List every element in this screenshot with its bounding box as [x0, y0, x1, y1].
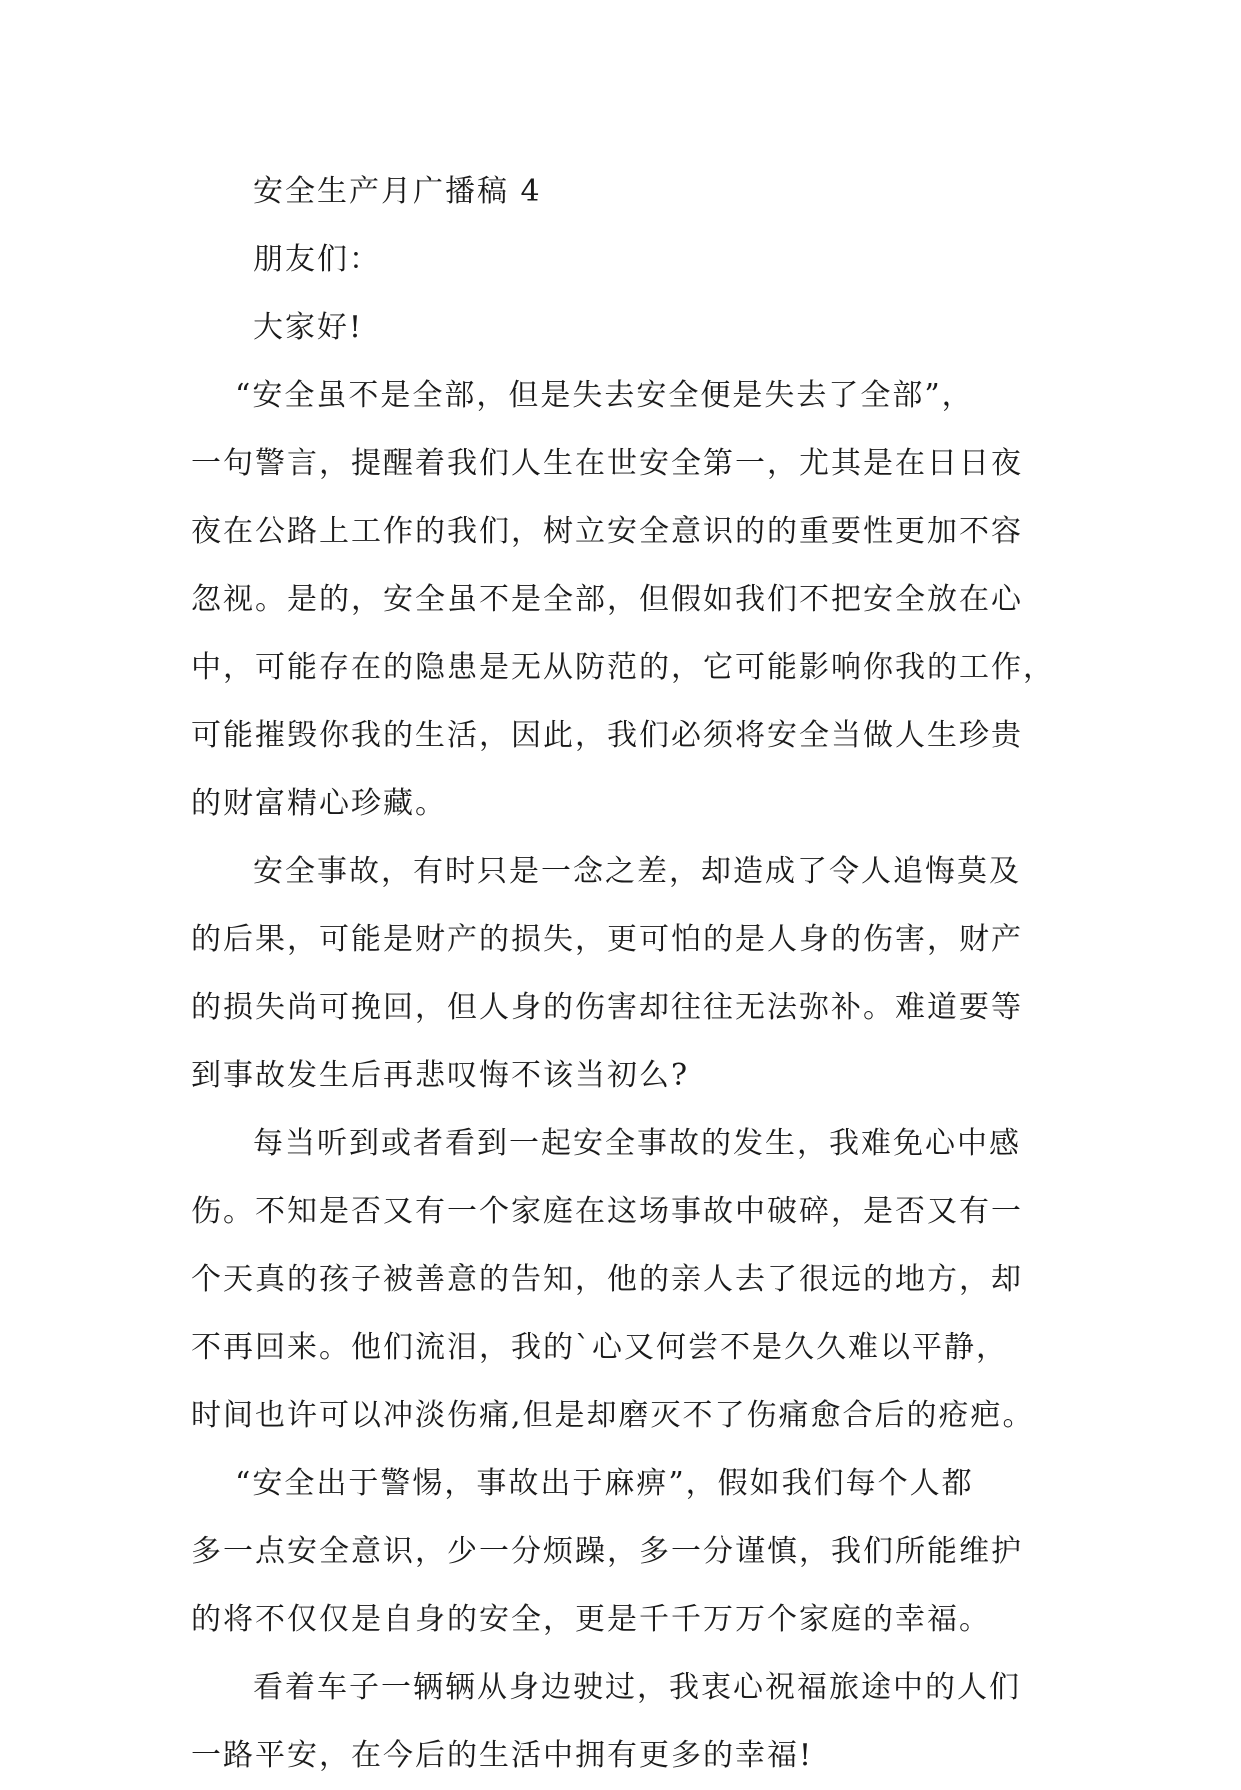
paragraph-line: 的财富精心珍藏。	[191, 786, 447, 821]
paragraph-line: 安全事故，有时只是一念之差，却造成了令人追悔莫及	[253, 854, 1021, 889]
document-title: 安全生产月广播稿 4	[253, 174, 542, 209]
paragraph-line: 伤。不知是否又有一个家庭在这场事故中破碎，是否又有一	[191, 1194, 1023, 1229]
paragraph-line: “安全出于警惕，事故出于麻痹”，假如我们每个人都	[235, 1466, 974, 1501]
paragraph-line: 到事故发生后再悲叹悔不该当初么?	[191, 1058, 690, 1093]
paragraph-line: 可能摧毁你我的生活，因此，我们必须将安全当做人生珍贵	[191, 718, 1023, 753]
paragraph-line: 忽视。是的，安全虽不是全部，但假如我们不把安全放在心	[191, 582, 1023, 617]
hello-line: 大家好!	[253, 310, 364, 345]
paragraph-1	[191, 362, 1053, 838]
paragraph-4	[191, 1450, 1053, 1654]
paragraph-3	[191, 1110, 1053, 1450]
paragraph-line: 的后果，可能是财产的损失，更可怕的是人身的伤害，财产	[191, 922, 1023, 957]
paragraph-5	[191, 1654, 1053, 1790]
paragraph-line: “安全虽不是全部，但是失去安全便是失去了全部”，	[235, 378, 974, 413]
paragraph-line: 多一点安全意识，少一分烦躁，多一分谨慎，我们所能维护	[191, 1534, 1023, 1569]
paragraph-line: 的将不仅仅是自身的安全，更是千千万万个家庭的幸福。	[191, 1602, 991, 1637]
paragraph-line: 个天真的孩子被善意的告知，他的亲人去了很远的地方，却	[191, 1262, 1023, 1297]
paragraph-line: 不再回来。他们流泪，我的`心又何尝不是久久难以平静，	[191, 1330, 1008, 1365]
paragraph-line: 夜在公路上工作的我们，树立安全意识的的重要性更加不容	[191, 514, 1023, 549]
paragraph-line: 一句警言，提醒着我们人生在世安全第一，尤其是在日日夜	[191, 446, 1023, 481]
paragraph-2	[191, 838, 1053, 1110]
paragraph-line: 一路平安，在今后的生活中拥有更多的幸福!	[191, 1738, 814, 1773]
greeting: 朋友们：	[253, 242, 381, 277]
paragraph-line: 中，可能存在的隐患是无从防范的，它可能影响你我的工作，	[191, 650, 1055, 685]
paragraph-line: 的损失尚可挽回，但人身的伤害却往往无法弥补。难道要等	[191, 990, 1023, 1025]
paragraph-line: 时间也许可以冲淡伤痛,但是却磨灭不了伤痛愈合后的疮疤。	[191, 1398, 1035, 1433]
document-body	[191, 158, 1053, 1790]
paragraph-line: 看着车子一辆辆从身边驶过，我衷心祝福旅途中的人们	[253, 1670, 1021, 1705]
paragraph-line: 每当听到或者看到一起安全事故的发生，我难免心中感	[253, 1126, 1021, 1161]
